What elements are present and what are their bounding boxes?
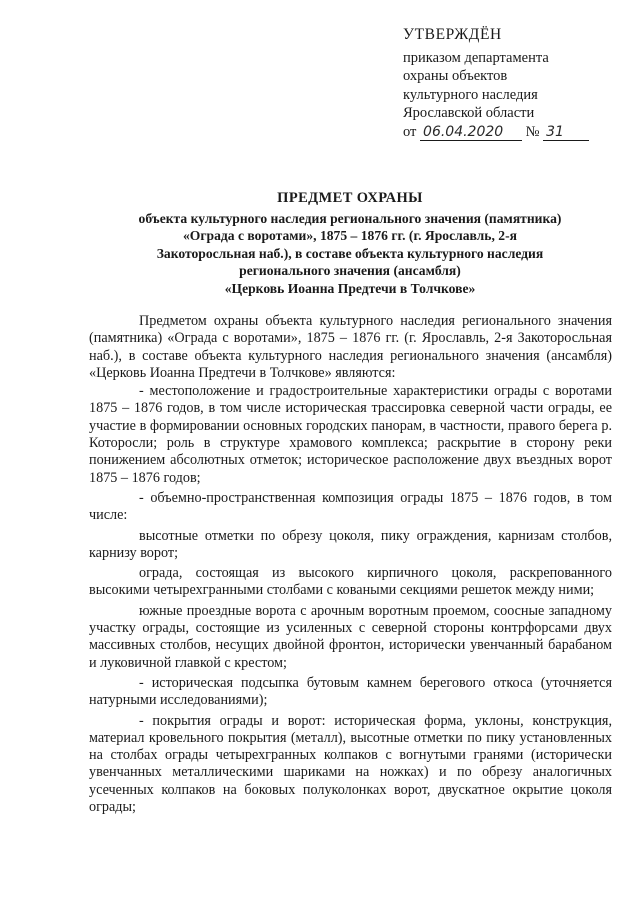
approval-date-number xyxy=(403,123,589,142)
heading-title: ПРЕДМЕТ ОХРАНЫ xyxy=(277,190,423,206)
approval-stamp xyxy=(403,26,589,142)
approval-line: приказом департамента xyxy=(403,49,549,66)
body-paragraph: - местоположение и градостроительные характеристики ограды с воротами 1875 – 1876 годов, в том числе историческая трассировка северной части ограды, ее участие в формировании основных городских панорам, в частности, правого берега р. Которосли; роль в структуре храмового комплекса; раскрытие в сторону реки понижением абсолютных отметок; историческое расположение двух въездных ворот 1875 – 1876 годов; xyxy=(89,383,612,486)
heading-line: «Ограда с воротами», 1875 – 1876 гг. (г. Ярославль, 2-я xyxy=(183,228,517,244)
body-paragraph: высотные отметки по обрезу цоколя, пику ограждения, карнизам столбов, карнизу ворот; xyxy=(89,527,612,561)
body-paragraph: - историческая подсыпка бутовым камнем берегового откоса (уточняется натурными исследованиями); xyxy=(89,674,612,709)
document-heading xyxy=(90,190,610,298)
from-label: от xyxy=(403,123,417,140)
body-paragraph: - объемно-пространственная композиция ограды 1875 – 1876 годов, в том числе: xyxy=(89,489,612,524)
document-body xyxy=(89,313,612,819)
heading-line: «Церковь Иоанна Предтечи в Толчкове» xyxy=(224,280,476,296)
body-paragraph: Предметом охраны объекта культурного наследия регионального значения (памятника) «Ограда с воротами», 1875 – 1876 гг. (г. Ярославль, 2-я Закоторосльная наб.), в составе объекта культурного наследия регионального значения (ансамбля) «Церковь Иоанна Предтечи в Толчкове» являются: xyxy=(89,313,612,381)
number-label: № xyxy=(525,123,540,140)
handwritten-date: 06.04.2020 xyxy=(420,125,522,141)
approval-line: охраны объектов xyxy=(403,68,508,85)
approval-line: культурного наследия xyxy=(403,86,538,103)
heading-line: регионального значения (ансамбля) xyxy=(239,263,461,279)
approval-line: Ярославской области xyxy=(403,105,535,122)
approval-title: УТВЕРЖДЁН xyxy=(403,26,502,43)
heading-line: объекта культурного наследия регионального значения (памятника) xyxy=(138,210,562,226)
body-paragraph: южные проездные ворота с арочным воротным проемом, соосные западному участку ограды, состоящие из усиленных с северной стороны контрфорсами двух массивных столбов, несущих двойной фронтон, исторически увенчанный барабаном и луковичной главкой с крестом; xyxy=(89,602,612,671)
handwritten-number: 31 xyxy=(543,125,589,141)
heading-line: Закоторосльная наб.), в составе объекта культурного наследия xyxy=(156,245,544,261)
body-paragraph: ограда, состоящая из высокого кирпичного цоколя, раскрепованного высокими четырехгранными столбами с коваными секциями решеток между ними; xyxy=(89,565,612,599)
body-paragraph: - покрытия ограды и ворот: историческая форма, уклоны, конструкция, материал кровельного покрытия (металл), высотные отметки по пику установленных на столбах ограды четырехгранных колпаков с вогнутыми гранями (исторически увенчанных металлическими шариками на ножках) и по обрезу аналогичных усеченных колпаков на боковых полуколонках ворот, двускатное окрытие цоколя ограды; xyxy=(89,712,612,816)
